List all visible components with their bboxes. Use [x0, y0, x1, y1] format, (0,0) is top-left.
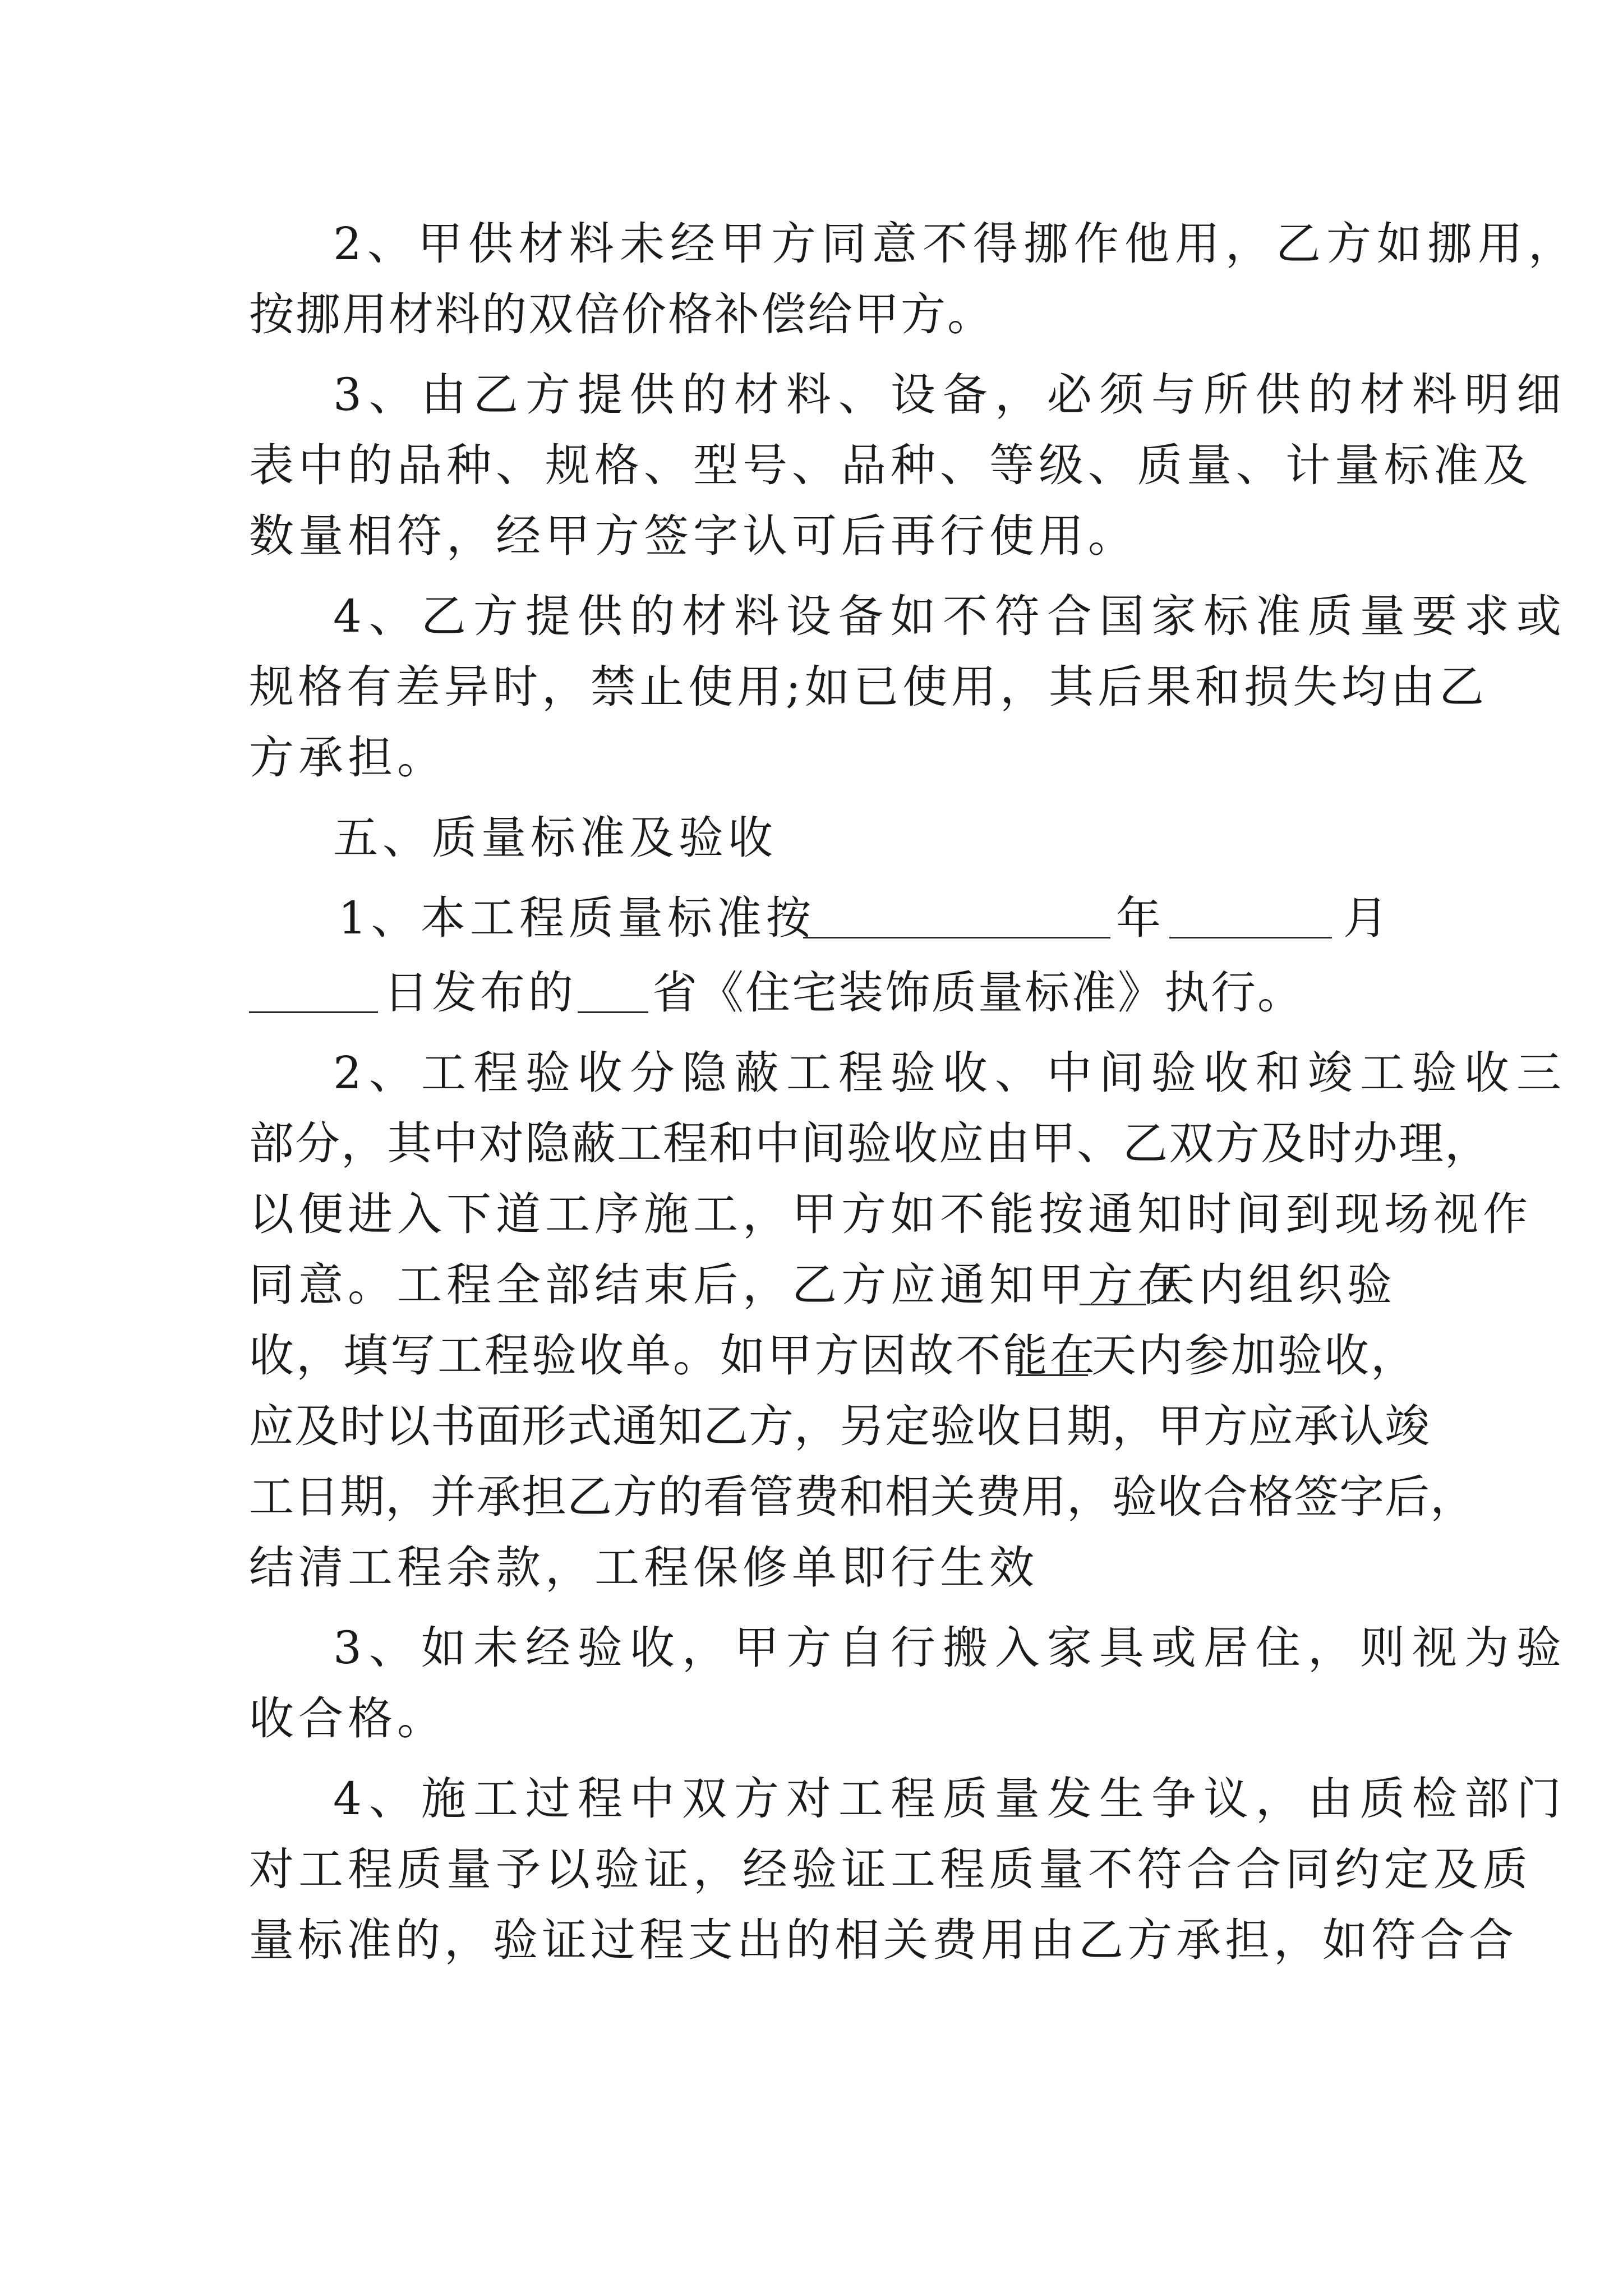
text-line: [0, 1529, 1623, 1607]
text-segment: 4、乙方提供的材料设备如不符合国家标准质量要求或: [333, 590, 1569, 642]
text-segment: 天内组织验: [1150, 1259, 1396, 1311]
text-segment: 五、质量标准及验收: [333, 812, 777, 864]
text-segment: 月: [1343, 892, 1388, 944]
text-segment: 按挪用材料的双倍价格补偿给甲方。: [249, 288, 994, 341]
text-segment: 日发布的: [384, 967, 577, 1019]
blank-line-field[interactable]: [803, 879, 1110, 958]
text-segment: 1、本工程质量标准按: [338, 892, 815, 944]
section-heading: [0, 799, 1623, 877]
text-line: [0, 1246, 1623, 1324]
text-line: [0, 1830, 1623, 1909]
text-line: [0, 497, 1623, 576]
text-segment: 对工程质量予以验证，经验证工程质量不符合合同约定及质: [249, 1843, 1532, 1895]
blank-line-field[interactable]: [249, 954, 378, 1032]
text-segment: 省《住宅装饰质量标准》执行。: [652, 967, 1304, 1019]
blank-line-field[interactable]: [1016, 1317, 1088, 1395]
text-line: [0, 1175, 1623, 1254]
text-line: [0, 1034, 1623, 1112]
text-segment: 部分，其中对隐蔽工程和中间验收应由甲、乙双方及时办理，: [249, 1117, 1491, 1170]
text-segment: 收，填写工程验收单。如甲方因故不能在: [249, 1329, 1097, 1382]
text-segment: 规格有差异时，禁止使用;如已使用，其后果和损失均由乙: [249, 661, 1488, 713]
text-line: [0, 1105, 1623, 1183]
text-segment: 2、工程验收分隐蔽工程验收、中间验收和竣工验收三: [333, 1047, 1569, 1099]
text-segment: 以便进入下道工序施工，甲方如不能按通知时间到现场视作: [249, 1188, 1532, 1240]
text-line: [0, 1458, 1623, 1536]
text-line: [0, 954, 1623, 1032]
blank-line-field[interactable]: [1169, 879, 1332, 958]
text-line: [0, 1760, 1623, 1838]
blank-line-field[interactable]: [578, 954, 648, 1032]
text-segment: 数量相符，经甲方签字认可后再行使用。: [249, 510, 1137, 562]
text-segment: 工日期，并承担乙方的看管费和相关费用，验收合格签字后，: [249, 1471, 1476, 1523]
text-segment: 应及时以书面形式通知乙方，另定验收日期，甲方应承认竣: [249, 1400, 1430, 1452]
text-line: [0, 577, 1623, 656]
text-line: [0, 275, 1623, 354]
text-line: [0, 356, 1623, 434]
text-line: [0, 205, 1623, 283]
text-segment: 4、施工过程中双方对工程质量发生争议，由质检部门: [333, 1773, 1569, 1825]
text-line: [0, 1387, 1623, 1466]
text-segment: 3、如未经验收，甲方自行搬入家具或居住，则视为验: [333, 1622, 1569, 1674]
text-line: [0, 1680, 1623, 1758]
text-line: [0, 1901, 1623, 1980]
text-segment: 同意。工程全部结束后，乙方应通知甲方在: [249, 1259, 1187, 1311]
text-segment: 方承担。: [249, 731, 446, 784]
text-segment: 天内参加验收，: [1091, 1329, 1417, 1382]
text-segment: 量标准的，验证过程支出的相关费用由乙方承担，如符合合: [249, 1914, 1518, 1966]
text-segment: 年: [1116, 892, 1161, 944]
text-segment: 收合格。: [249, 1692, 446, 1745]
text-line: [0, 426, 1623, 505]
text-line: [0, 719, 1623, 797]
text-segment: 表中的品种、规格、型号、品种、等级、质量、计量标准及: [249, 439, 1532, 491]
text-segment: 结清工程余款，工程保修单即行生效: [249, 1542, 1039, 1594]
text-segment: 3、由乙方提供的材料、设备，必须与所供的材料明细: [333, 369, 1569, 421]
text-line: [0, 879, 1623, 958]
text-line: [0, 648, 1623, 726]
text-line: [0, 1317, 1623, 1395]
text-segment: 2、甲供材料未经甲方同意不得挪作他用，乙方如挪用，: [333, 218, 1579, 270]
blank-line-field[interactable]: [1080, 1246, 1146, 1324]
text-line: [0, 1609, 1623, 1687]
